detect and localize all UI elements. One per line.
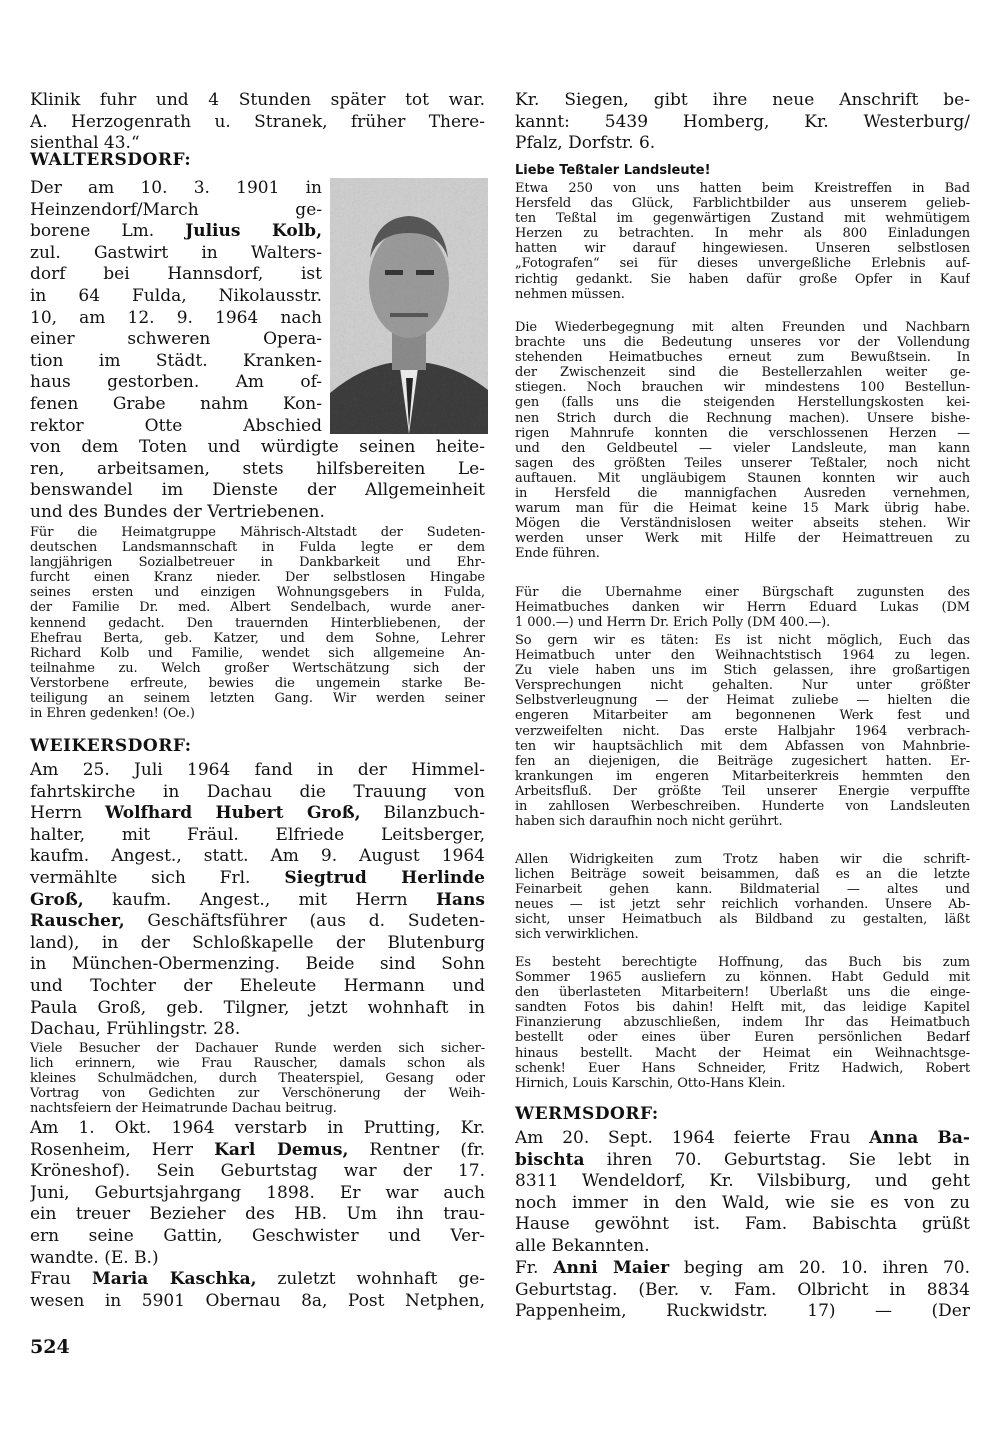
text-line: langjährigen Sozialbetreuer in Dankbarkeit und Ehr- xyxy=(30,555,485,571)
text-line: Geburtstag. (Ber. v. Fam. Olbricht in 8834 xyxy=(515,1279,970,1300)
text-line: Paula Groß, geb. Tilgner, jetzt wohnhaft in xyxy=(30,997,485,1018)
text-line: deutschen Landsmannschaft in Fulda legte er dem xyxy=(30,540,485,556)
bold-name: Siegtrud Herlinde xyxy=(284,867,485,888)
text-line: Finanzierung abzuschließen, indem Ihr das Heimatbuch xyxy=(515,1015,970,1031)
text-line: bestellt oder eines über Euren persönlichen Bedarf xyxy=(515,1030,970,1046)
text-line: rektor Otte Abschied xyxy=(30,415,322,436)
text-line: Ehefrau Berta, geb. Katzer, und dem Sohne, Lehrer xyxy=(30,630,485,646)
text-line: in Ehren gedenken! (Oe.) xyxy=(30,706,195,722)
letter-paragraph-4 xyxy=(515,633,970,829)
text-line: nachtsfeiern der Heimatrunde Dachau beitrug. xyxy=(30,1101,337,1117)
text-line: Zu viele haben uns im Stich gelassen, ihre großartigen xyxy=(515,663,970,679)
text-line: Selbstverleugnung — der Heimat zuliebe — hielten die xyxy=(515,693,970,709)
text-line: Für die Übernahme einer Bürgschaft zugunsten des xyxy=(515,585,970,600)
text-line: hinaus bestellt. Macht der Heimat ein Weihnachtsge- xyxy=(515,1045,970,1061)
text-line: haus gestorben. Am of- xyxy=(30,372,322,393)
text-line: Herzen zu betrachten. In mehr als 800 Einladungen xyxy=(515,226,970,242)
text-line: einer schweren Opera- xyxy=(30,329,322,350)
text-line: halter, mit Fräul. Elfriede Leitsberger, xyxy=(30,824,485,845)
text-line: der Familie Dr. med. Albert Sendelbach, wurde aner- xyxy=(30,600,485,616)
text-line: sich verwirklichen. xyxy=(515,927,639,943)
text-line: stiegen. Noch brauchen wir mindestens 100 Bestellun- xyxy=(515,380,970,396)
text-line: zul. Gastwirt in Walters- xyxy=(30,242,322,263)
text-line: Allen Widrigkeiten zum Trotz haben wir die schrift- xyxy=(515,852,970,867)
text-line: furcht einen Kranz nieder. Der selbstlosen Hingabe xyxy=(30,570,485,586)
text-line: von dem Toten und würdigte seinen heite- xyxy=(30,437,485,458)
text-line: sagen des größten Teiles unserer Teßtaler, noch nicht xyxy=(515,455,970,471)
text-line: Viele Besucher der Dachauer Runde werden sich sicher- xyxy=(30,1041,485,1056)
text-line: Richard Kolb und Familie, wendet sich allgemeine An- xyxy=(30,645,485,661)
text-line: haben sich daraufhin noch nicht gerührt. xyxy=(515,814,783,830)
text-line: kannt: 5439 Homberg, Kr. Westerburg/ xyxy=(515,111,970,132)
letter-paragraph-1 xyxy=(515,181,970,302)
text-line: Juni, Geburtsjahrgang 1898. Er war auch xyxy=(30,1182,485,1203)
text-line: Rauscher, Geschäftsführer (aus d. Sudeten- xyxy=(30,911,485,932)
intro-paragraph xyxy=(30,90,485,155)
text-line: in Hersfeld die mannigfachen Ausreden vernehmen, xyxy=(515,486,970,502)
text-line: richtig gedankt. Sie haben dafür große Opfer in Kauf xyxy=(515,271,970,287)
text-line: Es besteht berechtigte Hoffnung, das Buch bis zum xyxy=(515,955,970,970)
right-intro-paragraph xyxy=(515,90,970,155)
bold-name: Wolfhard Hubert Groß, xyxy=(105,803,361,824)
text-line: kennend gedacht. Den trauernden Hinterbliebenen, der xyxy=(30,615,485,631)
text-line: kleines Schulmädchen, durch Theaterspiel, Gesang oder xyxy=(30,1071,485,1087)
letter-paragraph-2 xyxy=(515,320,970,562)
text-line: tion im Städt. Kranken- xyxy=(30,350,322,371)
text-line: wandte. (E. B.) xyxy=(30,1247,159,1268)
text-line: und Tochter der Eheleute Hermann und xyxy=(30,975,485,996)
text-line: Hirnich, Louis Karschin, Otto-Hans Klein. xyxy=(515,1075,786,1091)
text-line: engeren Mitarbeiter am begonnenen Werk fest und xyxy=(515,708,970,724)
heading-wermsdorf: WERMSDORF: xyxy=(515,1104,659,1124)
text-line: warum man für die Heimat keine 15 Mark übrig habe. xyxy=(515,501,970,517)
bold-name: bischta xyxy=(515,1149,585,1170)
bold-name: Groß, xyxy=(30,889,84,910)
page-number: 524 xyxy=(30,1336,70,1358)
portrait-photo xyxy=(330,178,488,434)
text-line: sicht, unser Heimatbuch als Bildband zu gestalten, läßt xyxy=(515,912,970,928)
text-line: ren, arbeitsamen, stets hilfsbereiten Le- xyxy=(30,458,485,479)
text-line: benswandel im Dienste der Allgemeinheit xyxy=(30,480,485,501)
bold-name: Karl Demus, xyxy=(214,1139,349,1160)
text-line: sienthal 43.“ xyxy=(30,133,140,154)
rauscher-small-paragraph xyxy=(30,1041,485,1116)
text-line: 1 000.—) und Herrn Dr. Erich Polly (DM 400.—). xyxy=(515,615,831,631)
text-line: Feinarbeit gehen kann. Bildmaterial — altes und xyxy=(515,882,970,898)
text-line: Die Wiederbegegnung mit alten Freunden und Nachbarn xyxy=(515,320,970,335)
letter-paragraph-5 xyxy=(515,852,970,943)
text-line: nehmen müssen. xyxy=(515,286,625,302)
text-line: krankungen im engeren Mitarbeiterkreis hemmten den xyxy=(515,768,970,784)
text-line: Rosenheim, Herr Karl Demus, Rentner (fr. xyxy=(30,1139,485,1160)
text-line: Der am 10. 3. 1901 in xyxy=(30,178,322,198)
text-line: Versprechungen nicht gehalten. Nur unter größter xyxy=(515,678,970,694)
text-line: Für die Heimatgruppe Mährisch-Altstadt der Sudeten- xyxy=(30,525,485,540)
letter-paragraph-6 xyxy=(515,955,970,1091)
text-line: teilnahme zu. Welch großer Wertschätzung sich der xyxy=(30,660,485,676)
text-line: verzweifelten nicht. Das erste Halbjahr 1964 verbrach- xyxy=(515,723,970,739)
text-line: ern seine Gattin, Geschwister und Ver- xyxy=(30,1225,485,1246)
text-line: werden unser Werk mit Hilfe der Heimattreuen zu xyxy=(515,531,970,547)
text-line: borene Lm. Julius Kolb, xyxy=(30,221,322,242)
bold-name: Maria Kaschka, xyxy=(91,1269,257,1289)
text-line: Am 25. Juli 1964 fand in der Himmel- xyxy=(30,760,485,780)
bold-name: Rauscher, xyxy=(30,911,125,932)
text-line: den überlasteten Mitarbeitern! Überlaßt uns die einge- xyxy=(515,985,970,1001)
text-line: Ende führen. xyxy=(515,546,600,562)
text-line: in zahllosen Werbeschreiben. Hunderte von Landsleuten xyxy=(515,799,970,815)
text-line: Verstorbene erfreute, bewies die ungemein starke Be- xyxy=(30,675,485,691)
obituary-karl-demus xyxy=(30,1118,485,1269)
text-line: ein treuer Bezieher des HB. Um ihn trau- xyxy=(30,1204,485,1225)
text-line: 10, am 12. 9. 1964 nach xyxy=(30,307,322,328)
kolb-small-paragraph xyxy=(30,525,485,721)
text-line: Pappenheim, Ruckwidstr. 17) — (Der xyxy=(515,1301,970,1322)
letter-paragraph-3 xyxy=(515,585,970,630)
birthday-anna-babischta xyxy=(515,1128,970,1258)
text-line: hatten wir darauf hingewiesen. Unseren selbstlosen xyxy=(515,241,970,257)
text-line: Heinzendorf/March ge- xyxy=(30,199,322,220)
text-line: und den Geldbeutel — vieler Landsleute, man kann xyxy=(515,440,970,456)
birthday-anni-maier xyxy=(515,1258,970,1323)
text-line: Fr. Anni Maier beging am 20. 10. ihren 70. xyxy=(515,1258,970,1278)
text-line: Arbeitsfluß. Der größte Teil unserer Energie verpuffte xyxy=(515,783,970,799)
text-line: Kröneshof). Sein Geburtstag war der 17. xyxy=(30,1161,485,1182)
text-line: Mögen die Verständnislosen weiter abseits stehen. Wir xyxy=(515,516,970,532)
text-line: und des Bundes der Vertriebenen. xyxy=(30,501,325,522)
text-line: noch immer in den Wald, wie sie es von zu xyxy=(515,1192,970,1213)
text-line: kaufm. Angest., statt. Am 9. August 1964 xyxy=(30,846,485,867)
bold-name: Julius Kolb, xyxy=(185,221,322,242)
text-line: Frau Maria Kaschka, zuletzt wohnhaft ge- xyxy=(30,1269,485,1289)
text-line: So gern wir es täten: Es ist nicht möglich, Euch das xyxy=(515,633,970,648)
text-line: Etwa 250 von uns hatten beim Kreistreffen in Bad xyxy=(515,181,970,196)
text-line: fen an diejenigen, die Beiträge zugesichert hatten. Er- xyxy=(515,753,970,769)
text-line: in München-Obermenzing. Beide sind Sohn xyxy=(30,954,485,975)
text-line: Groß, kaufm. Angest., mit Herrn Hans xyxy=(30,889,485,910)
text-line: brachte uns die Bedeutung unseres vor der Vollendung xyxy=(515,335,970,351)
text-line: der Zwischenzeit sind die Bestellerzahlen weiter ge- xyxy=(515,365,970,381)
text-line: Hause gewöhnt ist. Fam. Babischta grüßt xyxy=(515,1214,970,1235)
text-line: Kr. Siegen, gibt ihre neue Anschrift be- xyxy=(515,90,970,110)
text-line: Sommer 1965 ausliefern zu können. Habt Geduld mit xyxy=(515,970,970,986)
text-line: fahrtskirche in Dachau die Trauung von xyxy=(30,781,485,802)
text-line: Heimatbuches danken wir Herrn Eduard Lukas (DM xyxy=(515,600,970,616)
bold-name: Hans xyxy=(435,889,485,910)
text-line: fenen Grabe nahm Kon- xyxy=(30,393,322,414)
text-line: alle Bekannten. xyxy=(515,1235,650,1256)
text-line: Klinik fuhr und 4 Stunden später tot war. xyxy=(30,90,485,110)
text-line: Pfalz, Dorfstr. 6. xyxy=(515,133,656,154)
text-line: dorf bei Hannsdorf, ist xyxy=(30,264,322,285)
text-line: teiligung an seinem letzten Gang. Wir werden seiner xyxy=(30,691,485,707)
text-line: schenk! Euer Hans Schneider, Fritz Hadwich, Robert xyxy=(515,1060,970,1076)
text-line: in 64 Fulda, Nikolausstr. xyxy=(30,285,322,306)
text-line: rigen Mahnrufe konnten die verschlossenen Herzen — xyxy=(515,425,970,441)
bold-name: Anna Ba- xyxy=(869,1128,970,1148)
text-line: „Fotografen“ sei für dieses unvergeßliche Erlebnis auf- xyxy=(515,256,970,272)
text-line: land), in der Schloßkapelle der Blutenburg xyxy=(30,932,485,953)
letter-heading: Liebe Teßtaler Landsleute! xyxy=(515,163,711,178)
text-line: bischta ihren 70. Geburtstag. Sie lebt in xyxy=(515,1149,970,1170)
text-line: neues — ist jetzt sehr reichlich vorhanden. Unsere Ab- xyxy=(515,897,970,913)
text-line: stehenden Heimatbuches erneut zum Bewußtsein. In xyxy=(515,350,970,366)
text-line: vermählte sich Frl. Siegtrud Herlinde xyxy=(30,867,485,888)
text-line: Heimatbuch unter den Weihnachtstisch 1964 zu legen. xyxy=(515,648,970,664)
text-line: Am 20. Sept. 1964 feierte Frau Anna Ba- xyxy=(515,1128,970,1148)
wedding-paragraph xyxy=(30,760,485,1041)
text-line: auftauen. Mit ungläubigem Staunen konnten wir auch xyxy=(515,470,970,486)
text-line: A. Herzogenrath u. Stranek, früher There- xyxy=(30,111,485,132)
text-line: Vortrag von Gedichten zur Verschönerung der Weih- xyxy=(30,1086,485,1102)
text-line: lichen Beiträge soweit beisammen, daß es an die letzte xyxy=(515,867,970,883)
heading-weikersdorf: WEIKERSDORF: xyxy=(30,736,192,756)
text-line: 8311 Wendeldorf, Kr. Vilsbiburg, und geht xyxy=(515,1171,970,1192)
obituary-julius-kolb xyxy=(30,178,485,524)
text-line: nen Strich durch die Rechnung machen). Unsere bishe- xyxy=(515,410,970,426)
text-line: Hersfeld das Glück, Farblichtbilder aus unserem gelieb- xyxy=(515,196,970,212)
bold-name: Anni Maier xyxy=(553,1258,670,1278)
text-line: wesen in 5901 Obernau 8a, Post Netphen, xyxy=(30,1290,485,1311)
text-line: ten Teßtal im gegenwärtigen Zustand mit wehmütigem xyxy=(515,211,970,227)
heading-waltersdorf: WALTERSDORF: xyxy=(30,150,192,170)
text-line: ten wir hauptsächlich mit dem Abfassen von Mahnbrie- xyxy=(515,738,970,754)
text-line: seines ersten und einzigen Wohnungsgebers in Fulda, xyxy=(30,585,485,601)
text-line: Herrn Wolfhard Hubert Groß, Bilanzbuch- xyxy=(30,803,485,824)
text-line: Dachau, Frühlingstr. 28. xyxy=(30,1019,241,1040)
text-line: Am 1. Okt. 1964 verstarb in Prutting, Kr. xyxy=(30,1118,485,1138)
text-line: gen (falls uns die steigenden Herstellungskosten kei- xyxy=(515,395,970,411)
text-line: sandten Fotos bis dahin! Helft mit, das leidige Kapitel xyxy=(515,1000,970,1016)
text-line: lich erinnern, wie Frau Rauscher, damals schon als xyxy=(30,1056,485,1072)
kaschka-paragraph xyxy=(30,1269,485,1312)
